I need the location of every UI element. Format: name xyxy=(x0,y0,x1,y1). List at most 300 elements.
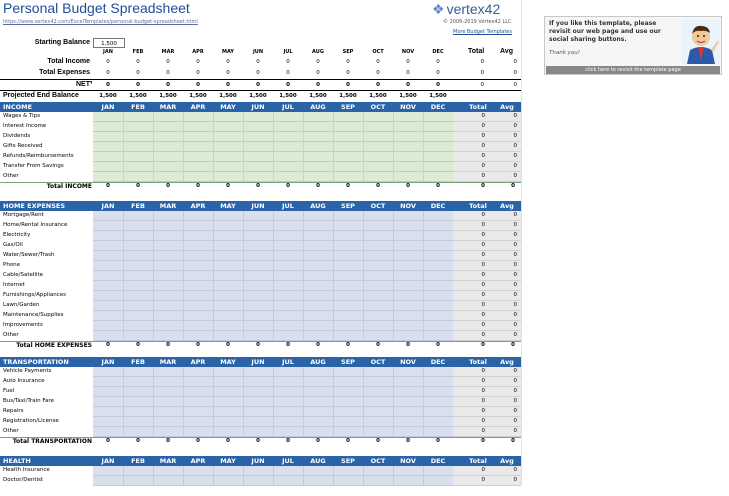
summary-cell: 1,500 xyxy=(219,93,237,99)
grid-column-divider xyxy=(393,112,394,182)
line-item-label: Refunds/Reimbursements xyxy=(3,153,74,159)
summary-month-sep: SEP xyxy=(342,49,354,55)
line-item-total: 0 xyxy=(481,133,485,139)
section-total-cell: 0 xyxy=(316,183,320,189)
summary-cell: 1,500 xyxy=(189,93,207,99)
line-item-row xyxy=(0,387,521,397)
section-total-label: Total HOME EXPENSES xyxy=(16,342,92,349)
summary-month-jan: JAN xyxy=(103,49,113,55)
month-header-aug: AUG xyxy=(310,457,326,465)
month-header-dec: DEC xyxy=(430,103,446,111)
summary-month-feb: FEB xyxy=(132,49,144,55)
line-item-avg: 0 xyxy=(513,388,517,394)
section-total-cell: 0 xyxy=(436,438,440,444)
month-header-feb: FEB xyxy=(131,103,145,111)
section-grand-avg: 0 xyxy=(511,183,515,189)
month-header-mar: MAR xyxy=(159,202,177,210)
month-header-feb: FEB xyxy=(131,358,145,366)
line-item-label: Interest Income xyxy=(3,123,47,129)
line-item-avg: 0 xyxy=(513,408,517,414)
line-item-row xyxy=(0,321,521,331)
section-header-health xyxy=(0,456,521,466)
line-item-avg: 0 xyxy=(513,302,517,308)
summary-cell: 0 xyxy=(106,70,110,76)
line-item-row xyxy=(0,211,521,221)
section-total-cell: 0 xyxy=(346,183,350,189)
section-total-cell: 0 xyxy=(166,438,170,444)
line-item-label: Wages & Tips xyxy=(3,113,41,119)
grid-column-divider xyxy=(273,211,274,341)
section-total-cell: 0 xyxy=(286,183,290,189)
line-item-label: Gifts Received xyxy=(3,143,43,149)
grid-column-divider xyxy=(213,211,214,341)
line-item-avg: 0 xyxy=(513,262,517,268)
month-header-mar: MAR xyxy=(159,103,177,111)
month-header-jul: JUL xyxy=(282,358,294,366)
line-item-label: Fuel xyxy=(3,388,15,394)
month-header-sep: SEP xyxy=(341,202,355,210)
summary-month-header xyxy=(0,49,521,57)
summary-cell: 1,500 xyxy=(249,93,267,99)
summary-cell: 0 xyxy=(406,82,410,88)
summary-cell: 0 xyxy=(196,70,200,76)
month-header-oct: OCT xyxy=(370,358,386,366)
grid-column-divider xyxy=(123,466,124,486)
grid-column-divider xyxy=(183,112,184,182)
line-item-avg: 0 xyxy=(513,143,517,149)
summary-avg-header: Avg xyxy=(500,48,513,55)
summary-total-cell: 0 xyxy=(480,59,484,65)
line-item-avg: 0 xyxy=(513,113,517,119)
section-total-cell: 0 xyxy=(436,342,440,348)
summary-cell: 0 xyxy=(226,59,230,65)
line-item-avg: 0 xyxy=(513,428,517,434)
month-header-feb: FEB xyxy=(131,202,145,210)
summary-cell: 0 xyxy=(316,59,320,65)
month-header-apr: APR xyxy=(190,457,206,465)
line-item-avg: 0 xyxy=(513,378,517,384)
projected-end-balance-label: Projected End Balance xyxy=(3,92,79,99)
month-header-may: MAY xyxy=(220,457,236,465)
summary-cell: 0 xyxy=(286,59,290,65)
summary-cell: 0 xyxy=(316,70,320,76)
month-header-jun: JUN xyxy=(251,202,265,210)
line-item-label: Dividends xyxy=(3,133,31,139)
month-header-nov: NOV xyxy=(400,202,416,210)
grid-column-divider xyxy=(183,466,184,486)
avg-header: Avg xyxy=(500,457,514,465)
summary-cell: 0 xyxy=(376,59,380,65)
grid-column-divider xyxy=(153,112,154,182)
grid-column-divider xyxy=(123,367,124,437)
summary-month-oct: OCT xyxy=(372,49,384,55)
summary-cell: 0 xyxy=(406,70,410,76)
line-item-label: Other xyxy=(3,332,19,338)
total-header: Total xyxy=(469,457,487,465)
grid-column-divider xyxy=(423,112,424,182)
starting-balance-label: Starting Balance xyxy=(34,39,90,46)
section-total-cell: 0 xyxy=(196,438,200,444)
line-item-row xyxy=(0,251,521,261)
line-item-row xyxy=(0,221,521,231)
line-item-total: 0 xyxy=(481,477,485,483)
section-income xyxy=(0,102,521,192)
section-header-transportation xyxy=(0,357,521,367)
grid-column-divider xyxy=(303,211,304,341)
line-item-avg: 0 xyxy=(513,467,517,473)
line-item-label: Doctor/Dentist xyxy=(3,477,44,483)
section-total-cell: 0 xyxy=(436,183,440,189)
month-header-may: MAY xyxy=(220,358,236,366)
section-total-cell: 0 xyxy=(106,438,110,444)
banner-thanks: Thank you! xyxy=(549,50,580,56)
total-header: Total xyxy=(469,202,487,210)
share-banner[interactable] xyxy=(544,16,722,75)
summary-month-nov: NOV xyxy=(401,49,415,55)
logo-text: vertex42 xyxy=(446,1,501,17)
line-item-total: 0 xyxy=(481,262,485,268)
line-item-row xyxy=(0,142,521,152)
summary-cell: 0 xyxy=(136,70,140,76)
month-header-dec: DEC xyxy=(430,358,446,366)
line-item-row xyxy=(0,397,521,407)
section-total-cell: 0 xyxy=(166,183,170,189)
month-header-jun: JUN xyxy=(251,358,265,366)
line-item-row xyxy=(0,162,521,172)
summary-cell: 0 xyxy=(256,59,260,65)
summary-month-aug: AUG xyxy=(312,49,324,55)
summary-month-dec: DEC xyxy=(432,49,444,55)
line-item-total: 0 xyxy=(481,292,485,298)
summary-cell: 1,500 xyxy=(129,93,147,99)
copyright-text: © 2006-2019 Vertex42 LLC xyxy=(443,19,512,25)
section-title: TRANSPORTATION xyxy=(3,358,69,366)
line-item-avg: 0 xyxy=(513,312,517,318)
section-total-row xyxy=(0,182,521,192)
line-item-row xyxy=(0,331,521,341)
month-header-mar: MAR xyxy=(159,358,177,366)
section-total-cell: 0 xyxy=(256,183,260,189)
line-item-total: 0 xyxy=(481,232,485,238)
section-total-row xyxy=(0,341,521,351)
page-title: Personal Budget Spreadsheet xyxy=(3,0,190,16)
line-item-total: 0 xyxy=(481,408,485,414)
grid-column-divider xyxy=(423,367,424,437)
summary-cell: 0 xyxy=(436,70,440,76)
month-header-jul: JUL xyxy=(282,202,294,210)
section-total-cell: 0 xyxy=(406,183,410,189)
total-header: Total xyxy=(469,358,487,366)
section-grand-avg: 0 xyxy=(511,438,515,444)
summary-total-cell: 0 xyxy=(480,82,484,88)
line-item-avg: 0 xyxy=(513,212,517,218)
summary-cell: 0 xyxy=(166,82,170,88)
grid-column-divider xyxy=(303,367,304,437)
section-total-cell: 0 xyxy=(376,438,380,444)
section-header-income xyxy=(0,102,521,112)
line-item-row xyxy=(0,122,521,132)
summary-cell: 0 xyxy=(166,59,170,65)
summary-cell: 1,500 xyxy=(99,93,117,99)
line-item-total: 0 xyxy=(481,143,485,149)
summary-cell: 0 xyxy=(406,59,410,65)
line-item-label: Repairs xyxy=(3,408,24,414)
summary-cell: 0 xyxy=(316,82,320,88)
summary-cell: 1,500 xyxy=(429,93,447,99)
summary-cell: 1,500 xyxy=(399,93,417,99)
section-total-label: Total INCOME xyxy=(46,183,92,190)
total-expenses-label: Total Expenses xyxy=(39,69,90,76)
line-item-label: Improvements xyxy=(3,322,43,328)
line-item-label: Home/Rental Insurance xyxy=(3,222,68,228)
grid-column-divider xyxy=(393,466,394,486)
line-item-avg: 0 xyxy=(513,272,517,278)
month-header-oct: OCT xyxy=(370,103,386,111)
line-item-label: Phone xyxy=(3,262,21,268)
section-total-cell: 0 xyxy=(136,183,140,189)
grid-column-divider xyxy=(273,367,274,437)
line-item-avg: 0 xyxy=(513,133,517,139)
line-item-label: Bus/Taxi/Train Fare xyxy=(3,398,54,404)
line-item-label: Other xyxy=(3,173,19,179)
summary-month-jun: JUN xyxy=(252,49,264,55)
line-item-total: 0 xyxy=(481,113,485,119)
line-item-total: 0 xyxy=(481,388,485,394)
line-item-total: 0 xyxy=(481,252,485,258)
line-item-avg: 0 xyxy=(513,252,517,258)
section-total-cell: 0 xyxy=(166,342,170,348)
summary-cell: 0 xyxy=(346,82,350,88)
summary-avg-cell: 0 xyxy=(513,70,517,76)
line-item-label: Auto Insurance xyxy=(3,378,45,384)
grid-column-divider xyxy=(333,367,334,437)
line-item-avg: 0 xyxy=(513,368,517,374)
section-total-label: Total TRANSPORTATION xyxy=(12,438,92,445)
line-item-row xyxy=(0,241,521,251)
grid-column-divider xyxy=(273,112,274,182)
line-item-avg: 0 xyxy=(513,292,517,298)
more-budget-templates-link[interactable]: More Budget Templates xyxy=(453,29,512,35)
revisit-template-button[interactable]: click here to revisit the template page xyxy=(546,66,720,74)
line-item-total: 0 xyxy=(481,312,485,318)
line-item-avg: 0 xyxy=(513,242,517,248)
section-grand-avg: 0 xyxy=(511,342,515,348)
summary-total-header: Total xyxy=(468,48,485,55)
projected-divider xyxy=(0,90,521,91)
line-item-label: Other xyxy=(3,428,19,434)
section-header-home xyxy=(0,201,521,211)
avg-header: Avg xyxy=(500,202,514,210)
line-item-row xyxy=(0,112,521,122)
month-header-sep: SEP xyxy=(341,103,355,111)
month-header-oct: OCT xyxy=(370,457,386,465)
section-grand-total: 0 xyxy=(481,438,485,444)
summary-cell: 1,500 xyxy=(309,93,327,99)
summary-cell: 0 xyxy=(106,59,110,65)
line-item-row xyxy=(0,427,521,437)
month-header-oct: OCT xyxy=(370,202,386,210)
month-header-jan: JAN xyxy=(101,358,115,366)
month-header-jan: JAN xyxy=(101,103,115,111)
line-item-row xyxy=(0,367,521,377)
grid-column-divider xyxy=(213,112,214,182)
line-item-label: Health Insurance xyxy=(3,467,50,473)
summary-cell: 0 xyxy=(166,70,170,76)
section-total-cell: 0 xyxy=(376,183,380,189)
line-item-total: 0 xyxy=(481,222,485,228)
line-item-avg: 0 xyxy=(513,232,517,238)
month-header-jul: JUL xyxy=(282,457,294,465)
month-header-nov: NOV xyxy=(400,103,416,111)
line-item-row xyxy=(0,271,521,281)
line-item-row xyxy=(0,291,521,301)
line-item-avg: 0 xyxy=(513,153,517,159)
line-item-label: Vehicle Payments xyxy=(3,368,52,374)
month-header-jan: JAN xyxy=(101,202,115,210)
line-item-total: 0 xyxy=(481,418,485,424)
grid-column-divider xyxy=(243,466,244,486)
section-total-row xyxy=(0,437,521,447)
line-item-avg: 0 xyxy=(513,282,517,288)
line-item-row xyxy=(0,152,521,162)
line-item-avg: 0 xyxy=(513,173,517,179)
line-item-row xyxy=(0,417,521,427)
grid-column-divider xyxy=(303,112,304,182)
grid-column-divider xyxy=(333,211,334,341)
section-grand-total: 0 xyxy=(481,183,485,189)
summary-cell: 0 xyxy=(226,82,230,88)
section-total-cell: 0 xyxy=(226,183,230,189)
section-total-cell: 0 xyxy=(256,342,260,348)
section-transportation xyxy=(0,357,521,447)
line-item-label: Cable/Satellite xyxy=(3,272,43,278)
summary-cell: 0 xyxy=(136,59,140,65)
section-title: HEALTH xyxy=(3,457,31,465)
section-total-cell: 0 xyxy=(226,342,230,348)
cartoon-man-icon xyxy=(682,20,720,64)
summary-cell: 0 xyxy=(346,70,350,76)
grid-column-divider xyxy=(123,112,124,182)
total-income-row xyxy=(0,58,521,68)
grid-column-divider xyxy=(393,211,394,341)
section-title: HOME EXPENSES xyxy=(3,202,66,210)
line-item-label: Maintenance/Supplies xyxy=(3,312,64,318)
banner-text: If you like this template, please revisit our web page and use our social sharing buttons. xyxy=(549,20,661,43)
line-item-label: Registration/License xyxy=(3,418,59,424)
grid-column-divider xyxy=(243,112,244,182)
line-item-total: 0 xyxy=(481,302,485,308)
grid-column-divider xyxy=(423,211,424,341)
line-item-total: 0 xyxy=(481,398,485,404)
summary-cell: 0 xyxy=(136,82,140,88)
month-header-jan: JAN xyxy=(101,457,115,465)
grid-column-divider xyxy=(183,211,184,341)
line-item-avg: 0 xyxy=(513,163,517,169)
vertex42-logo[interactable] xyxy=(432,1,500,18)
line-item-avg: 0 xyxy=(513,123,517,129)
section-total-cell: 0 xyxy=(196,342,200,348)
line-item-total: 0 xyxy=(481,242,485,248)
summary-avg-cell: 0 xyxy=(513,82,517,88)
line-item-avg: 0 xyxy=(513,398,517,404)
summary-cell: 0 xyxy=(436,59,440,65)
net-label: NET xyxy=(76,81,90,88)
line-item-total: 0 xyxy=(481,467,485,473)
section-total-cell: 0 xyxy=(256,438,260,444)
month-header-mar: MAR xyxy=(159,457,177,465)
line-item-total: 0 xyxy=(481,322,485,328)
line-item-label: Mortgage/Rent xyxy=(3,212,44,218)
section-total-cell: 0 xyxy=(316,342,320,348)
section-total-cell: 0 xyxy=(316,438,320,444)
section-total-cell: 0 xyxy=(106,342,110,348)
line-item-total: 0 xyxy=(481,173,485,179)
grid-column-divider xyxy=(123,211,124,341)
line-item-row xyxy=(0,407,521,417)
grid-column-divider xyxy=(333,466,334,486)
summary-cell: 0 xyxy=(286,70,290,76)
line-item-avg: 0 xyxy=(513,222,517,228)
month-header-jul: JUL xyxy=(282,103,294,111)
month-header-aug: AUG xyxy=(310,202,326,210)
summary-cell: 1,500 xyxy=(339,93,357,99)
sheet-right-edge xyxy=(521,0,522,485)
grid-column-divider xyxy=(363,466,364,486)
line-item-row xyxy=(0,311,521,321)
line-item-row xyxy=(0,132,521,142)
starting-balance-input[interactable]: 1,500 xyxy=(93,38,125,48)
summary-cell: 0 xyxy=(376,70,380,76)
line-item-avg: 0 xyxy=(513,322,517,328)
line-item-row xyxy=(0,172,521,182)
section-total-cell: 0 xyxy=(406,342,410,348)
summary-cell: 0 xyxy=(286,82,290,88)
summary-cell: 1,500 xyxy=(279,93,297,99)
section-total-cell: 0 xyxy=(346,438,350,444)
line-item-total: 0 xyxy=(481,212,485,218)
template-url-link[interactable]: https://www.vertex42.com/ExcelTemplates/personal-budget-spreadsheet.html xyxy=(3,19,198,25)
month-header-apr: APR xyxy=(190,358,206,366)
summary-total-cell: 0 xyxy=(480,70,484,76)
line-item-total: 0 xyxy=(481,428,485,434)
month-header-dec: DEC xyxy=(430,202,446,210)
grid-column-divider xyxy=(363,112,364,182)
month-header-nov: NOV xyxy=(400,358,416,366)
line-item-total: 0 xyxy=(481,378,485,384)
line-item-total: 0 xyxy=(481,123,485,129)
section-total-cell: 0 xyxy=(406,438,410,444)
line-item-label: Furnishings/Appliances xyxy=(3,292,67,298)
month-header-aug: AUG xyxy=(310,358,326,366)
line-item-label: Water/Sewer/Trash xyxy=(3,252,55,258)
line-item-label: Lawn/Garden xyxy=(3,302,40,308)
line-item-total: 0 xyxy=(481,272,485,278)
line-item-row xyxy=(0,281,521,291)
line-item-avg: 0 xyxy=(513,477,517,483)
net-divider xyxy=(0,79,521,80)
summary-month-mar: MAR xyxy=(161,49,175,55)
month-header-apr: APR xyxy=(190,103,206,111)
line-item-row xyxy=(0,301,521,311)
summary-cell: 0 xyxy=(436,82,440,88)
month-header-may: MAY xyxy=(220,103,236,111)
section-total-cell: 0 xyxy=(196,183,200,189)
line-item-total: 0 xyxy=(481,163,485,169)
grid-column-divider xyxy=(153,466,154,486)
summary-cell: 0 xyxy=(106,82,110,88)
summary-cell: 0 xyxy=(196,59,200,65)
grid-column-divider xyxy=(243,367,244,437)
